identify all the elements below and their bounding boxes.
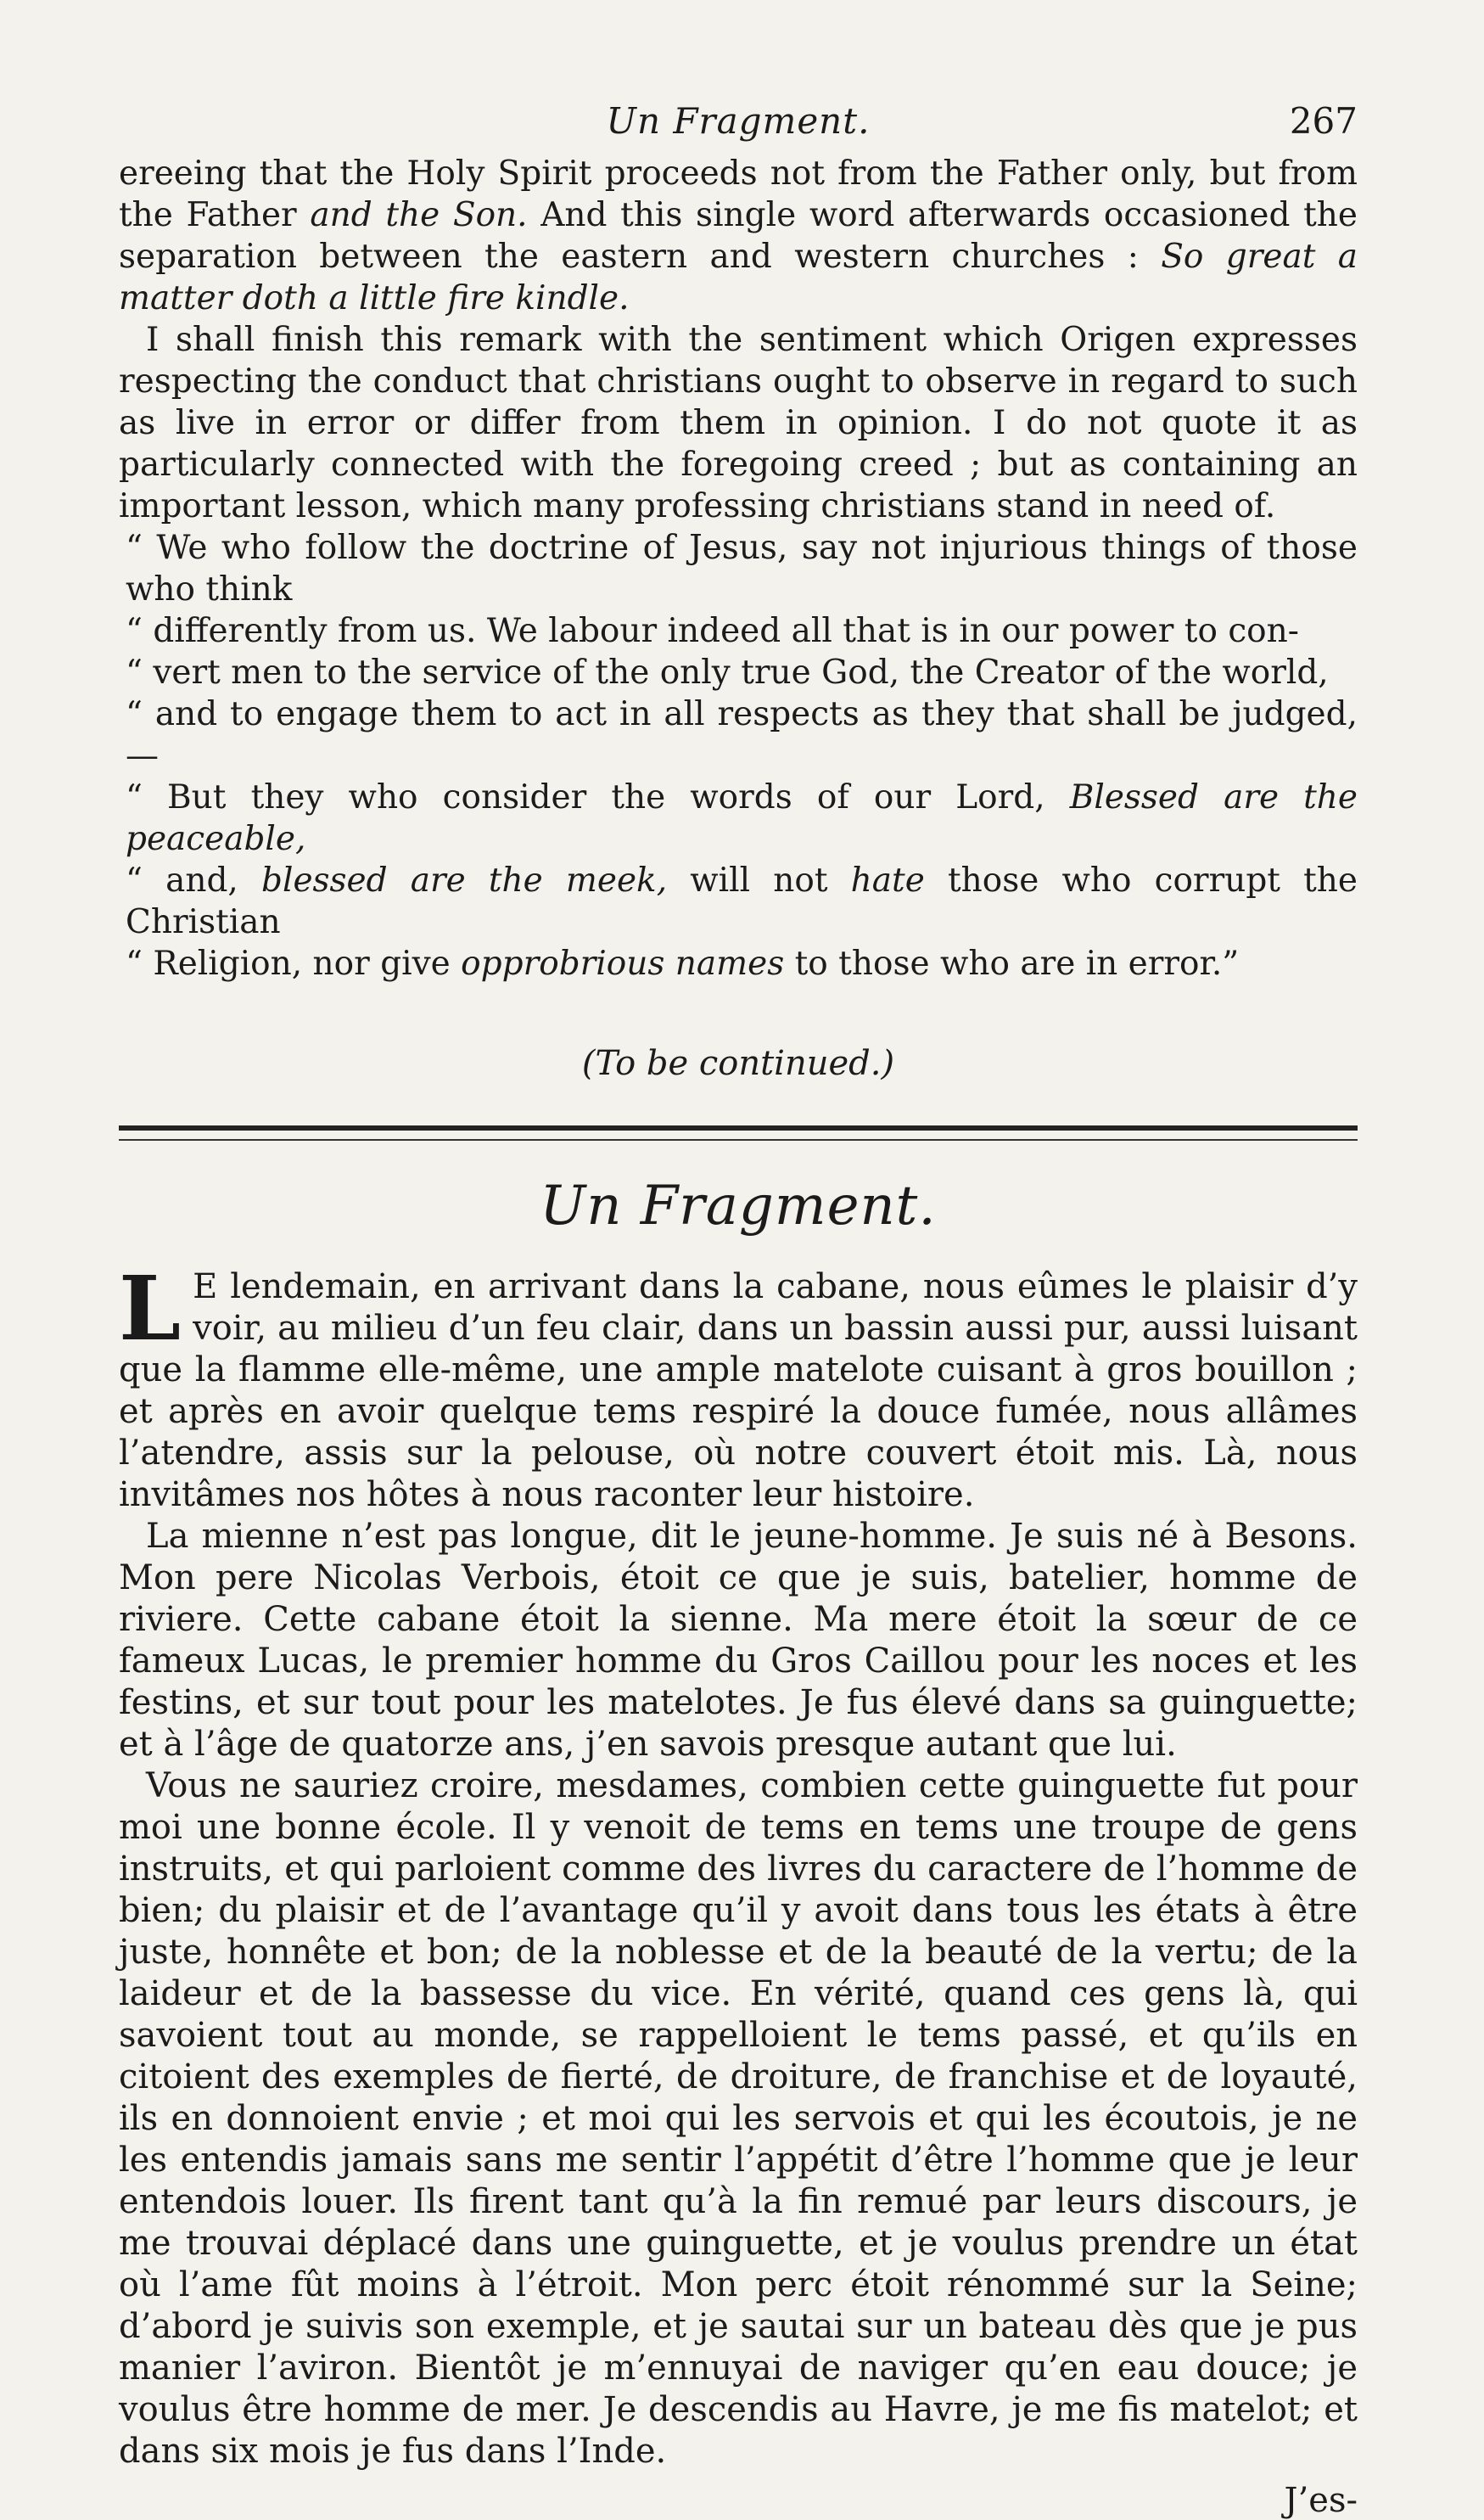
catchword: J’es- <box>1284 2481 1358 2520</box>
english-paragraph-2: I shall finish this remark with the sentiment which Origen expresses respecting the conduct that christians ought to observe in regard to such as live in error or differ from them in opinion. I do not quote it as particularly connected with the foregoing creed ; but as containing an important lesson, which many professing christians stand in need of. <box>119 321 1358 525</box>
french-paragraph-1 <box>119 1256 1358 1516</box>
text-run: will not <box>667 862 851 900</box>
quote-line-6 <box>119 860 1358 943</box>
text-run: “ But they who consider the words of our Lord, <box>126 778 1070 817</box>
drop-cap: L <box>119 1256 182 1361</box>
page-number: 267 <box>1289 100 1358 142</box>
text-run: “ and, <box>126 862 261 900</box>
text-run: to those who are in error.” <box>784 945 1240 983</box>
quote-line-2: “ differently from us. We labour indeed all that is in our power to con- <box>126 612 1299 650</box>
italic-run: blessed are the meek, <box>261 862 668 900</box>
italic-run: hate <box>850 862 925 900</box>
running-title: Un Fragment. <box>606 100 871 142</box>
text-run: “ Religion, nor give <box>126 945 462 983</box>
text-run: those who corrupt the Christian <box>126 862 1358 941</box>
section-title: Un Fragment. <box>540 1175 937 1238</box>
section-divider <box>119 1125 1358 1141</box>
french-section <box>119 1256 1358 2472</box>
to-be-continued: (To be continued.) <box>581 1044 895 1083</box>
running-head <box>119 93 1358 153</box>
quote-line-5 <box>119 777 1358 860</box>
french-paragraph-2: La mienne n’est pas longue, dit le jeune-homme. Je suis né à Besons. Mon pere Nicolas Verbois, étoit ce que je suis, batelier, homme de riviere. Cette cabane étoit la sienne. Ma mere étoit la sœur de ce fameux Lucas, le premier homme du Gros Caillou pour les noces et les festins, et sur tout pour les matelotes. Je fus élevé dans sa guinguette; et à l’âge de quatorze ans, j’en savois presque autant que lui. <box>119 1517 1358 1764</box>
italic-run: and the Son. <box>310 196 528 234</box>
french-paragraph-3: Vous ne sauriez croire, mesdames, combien cette guinguette fut pour moi une bonne école. Il y venoit de tems en tems une troupe de gens instruits, et qui parloient comme des livres du caractere de l’homme de bien; du plaisir et de l’avantage qu’il y avoit dans tous les états à être juste, honnête et bon; de la noblesse et de la beauté de la vertu; de la laideur et de la bassesse du vice. En vérité, quand ces gens là, qui savoient tout au monde, se rappelloient le tems passé, et qu’ils en citoient des exemples de fierté, de droiture, de franchise et de loyauté, ils en donnoient envie ; et moi qui les servois et qui les écoutois, je ne les entendis jamais sans me sentir l’appétit d’être l’homme que je leur entendois louer. Ils firent tant qu’à la fin remué par leurs discours, je me trouvai déplacé dans une guinguette, et je voulus prendre un état où l’ame fût moins à l’étroit. Mon perc étoit rénommé sur la Seine; d’abord je suivis son exemple, et je sautai sur un bateau dès que je pus manier l’aviron. Bientôt je m’ennuyai de naviger qu’en eau douce; je voulus être homme de mer. Je descendis au Havre, je me fis matelot; et dans six mois je fus dans l’Inde. <box>119 1766 1358 2471</box>
english-paragraph-1 <box>119 153 1358 319</box>
text-run: E lendemain, en arrivant dans la cabane, nous eûmes le plaisir d’y voir, au milieu d’un feu clair, dans un bassin aussi pur, aussi luisant que la flamme elle-même, une ample matelote cuisant à gros bouillon ; et après en avoir quelque tems respiré la douce fumée, nous allâmes l’atendre, assis sur la pelouse, où notre couvert étoit mis. Là, nous invitâmes nos hôtes à nous raconter leur histoire. <box>119 1267 1358 1514</box>
text-run: ereeing that the Holy Spirit proceeds not from the Father only, but from the Father <box>119 154 1358 234</box>
quote-line-4: “ and to engage them to act in all respects as they that shall be judged,— <box>126 695 1358 775</box>
text-run: And this single word afterwards occasioned the separation between the eastern and western churches : <box>119 196 1358 276</box>
italic-run: opprobrious names <box>461 945 785 983</box>
italic-run: Blessed are the peaceable, <box>126 778 1358 858</box>
quote-line-7 <box>119 943 1358 985</box>
quote-line-3: “ vert men to the service of the only true God, the Creator of the world, <box>126 654 1329 692</box>
quote-line-1: “ We who follow the doctrine of Jesus, say not injurious things of those who think <box>126 529 1358 609</box>
italic-run: So great a matter doth a little fire kindle. <box>119 238 1358 317</box>
english-section <box>119 153 1358 985</box>
book-page <box>119 93 1358 2520</box>
